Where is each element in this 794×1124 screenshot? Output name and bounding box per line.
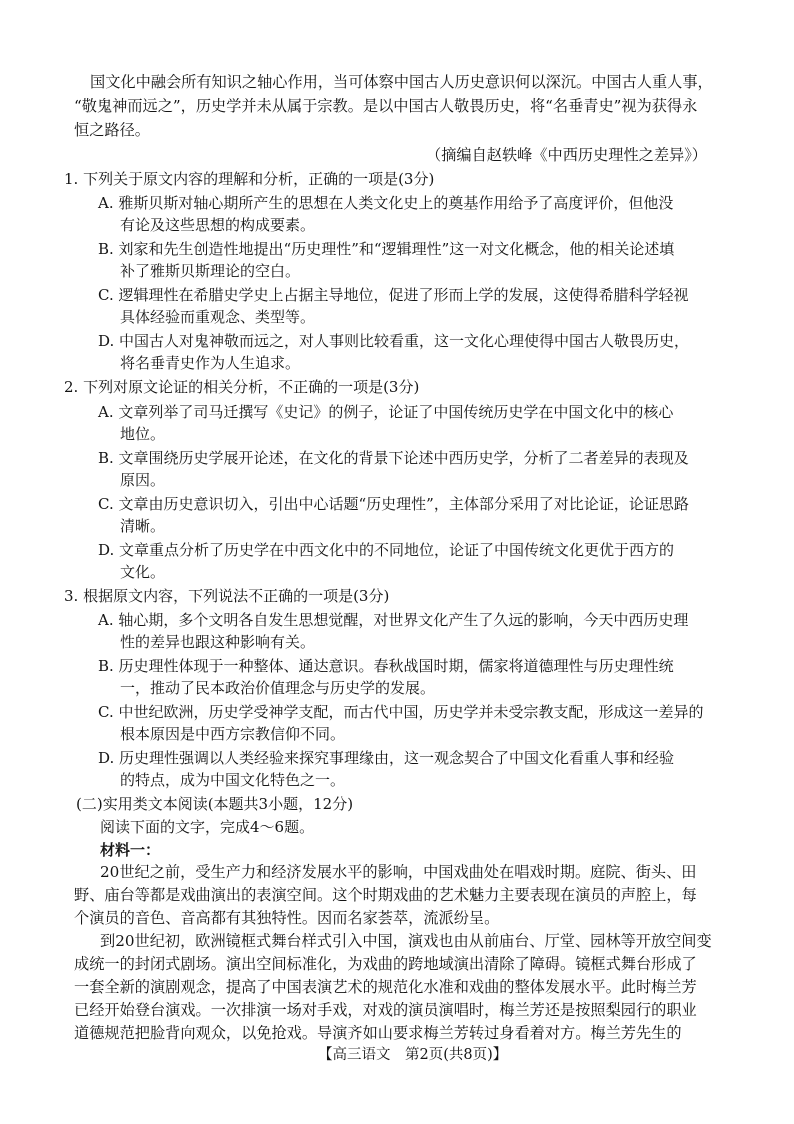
paragraph-line: 到20世纪初，欧洲镜框式舞台样式引入中国，演戏也由从前庙台、厅堂、园林等开放空间变 (100, 932, 712, 950)
option-text: A. 轴心期，多个文明各自发生思想觉醒，对世界文化产生了久远的影响，今天中西历史理 (98, 611, 689, 629)
option-continuation: 将名垂青史作为人生追求。 (120, 354, 301, 372)
paragraph-line: 已经开始登台演戏。一次排演一场对手戏，对戏的演员演唱时，梅兰芳还是按照梨园行的职业 (74, 1001, 697, 1019)
option-text: B. 历史理性体现于一种整体、通达意识。春秋战国时期，儒家将道德理性与历史理性统 (98, 657, 674, 675)
option-continuation: 地位。 (120, 425, 166, 443)
question-stem: 1. 下列关于原文内容的理解和分析，正确的一项是(3分) (64, 170, 435, 188)
section-title: (二)实用类文本阅读(本题共3小题，12分) (76, 795, 354, 813)
option-continuation: 的特点，成为中国文化特色之一。 (120, 771, 346, 789)
source-citation: （摘编自赵轶峰《中西历史理性之差异》） (426, 146, 707, 164)
page-footer: 【高三语文 第2页(共8页)】 (318, 1047, 508, 1063)
option-continuation: 具体经验而重观念、类型等。 (120, 308, 316, 326)
option-continuation: 一，推动了民本政治价值理念与历史学的发展。 (120, 679, 436, 697)
paragraph-line: 20世纪之前，受生产力和经济发展水平的影响，中国戏曲处在唱戏时期。庭院、街头、田 (100, 863, 697, 881)
intro-line: “敬鬼神而远之”，历史学并未从属于宗教。是以中国古人敬畏历史，将“名垂青史”视为获得永 (74, 97, 698, 115)
option-text: A. 文章列举了司马迁撰写《史记》的例子，论证了中国传统历史学在中国文化中的核心 (98, 403, 674, 421)
paragraph-line: 野、庙台等都是戏曲演出的表演空间。这个时期戏曲的艺术魅力主要表现在演员的声腔上，每 (74, 886, 697, 904)
option-text: D. 中国古人对鬼神敬而远之，对人事则比较看重，这一文化心理使得中国古人敬畏历史， (98, 332, 690, 350)
option-continuation: 原因。 (120, 471, 166, 489)
option-text: D. 文章重点分析了历史学在中西文化中的不同地位，论证了中国传统文化更优于西方的 (98, 541, 675, 559)
option-continuation: 补了雅斯贝斯理论的空白。 (120, 262, 301, 280)
intro-line: 恒之路径。 (74, 121, 150, 139)
option-text: B. 刘家和先生创造性地提出“历史理性”和“逻辑理性”这一对文化概念，他的相关论述填 (98, 240, 675, 258)
material-label: 材料一： (100, 841, 161, 859)
option-continuation: 清晰。 (120, 517, 166, 535)
question-stem: 3. 根据原文内容，下列说法不正确的一项是(3分) (64, 587, 390, 605)
paragraph-line: 成统一的封闭式剧场。演出空间标准化，为戏曲的跨地域演出清除了障碍。镜框式舞台形成了 (74, 955, 697, 973)
option-text: A. 雅斯贝斯对轴心期所产生的思想在人类文化史上的奠基作用给予了高度评价，但他没 (98, 194, 674, 212)
option-continuation: 根本原因是中西方宗教信仰不同。 (120, 725, 346, 743)
instruction: 阅读下面的文字，完成4～6题。 (100, 818, 315, 836)
paragraph-line: 个演员的音色、音高都有其独特性。因而名家荟萃，流派纷呈。 (74, 909, 500, 927)
question-stem: 2. 下列对原文论证的相关分析，不正确的一项是(3分) (64, 378, 420, 396)
option-text: C. 文章由历史意识切入，引出中心话题“历史理性”，主体部分采用了对比论证，论证思路 (98, 495, 689, 513)
option-text: D. 历史理性强调以人类经验来探究事理缘由，这一观念契合了中国文化看重人事和经验 (98, 749, 675, 767)
option-text: C. 中世纪欧洲，历史学受神学支配，而古代中国，历史学并未受宗教支配，形成这一差异的 (98, 703, 704, 721)
paragraph-line: 道德规范把脸背向观众，以免抢戏。导演齐如山要求梅兰芳转过身看着对方。梅兰芳先生的 (74, 1024, 682, 1042)
option-continuation: 有论及这些思想的构成要素。 (120, 216, 316, 234)
option-continuation: 性的差异也跟这种影响有关。 (120, 633, 316, 651)
option-text: C. 逻辑理性在希腊史学史上占据主导地位，促进了形而上学的发展，这使得希腊科学轻视 (98, 286, 689, 304)
option-text: B. 文章围绕历史学展开论述，在文化的背景下论述中西历史学，分析了二者差异的表现及 (98, 449, 689, 467)
option-continuation: 文化。 (120, 563, 166, 581)
paragraph-line: 一套全新的演剧观念，提高了中国表演艺术的规范化水准和戏曲的整体发展水平。此时梅兰芳 (74, 978, 697, 996)
intro-line: 国文化中融会所有知识之轴心作用，当可体察中国古人历史意识何以深沉。中国古人重人事， (90, 73, 713, 91)
